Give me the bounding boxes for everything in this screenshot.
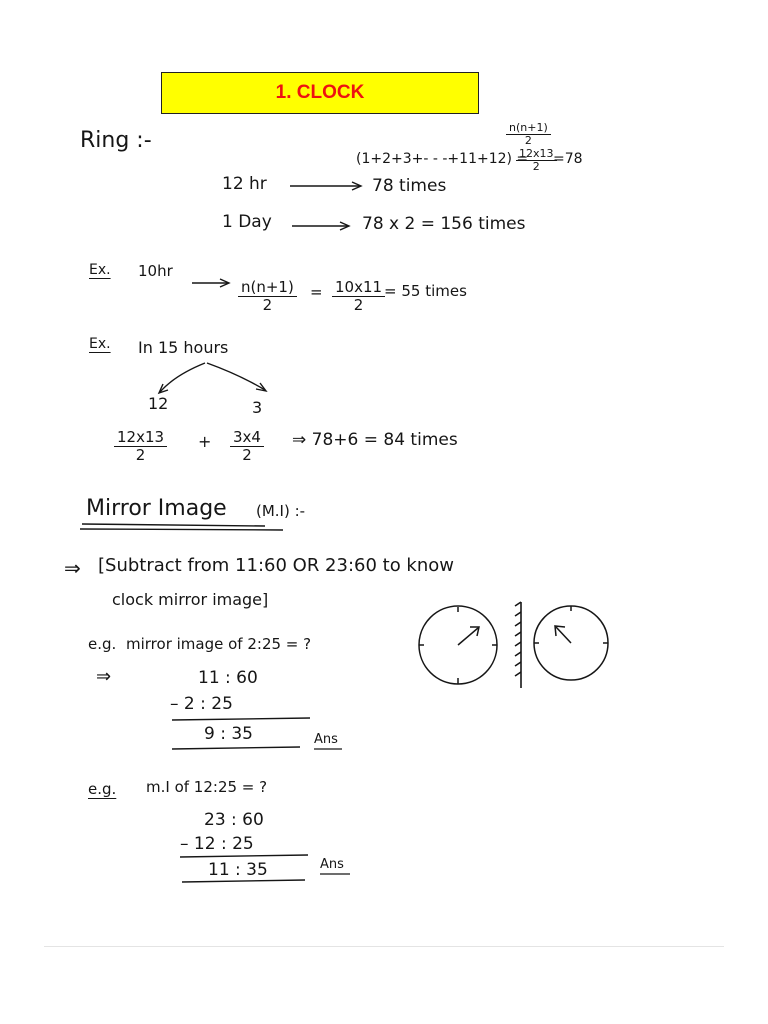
eg2-row1: 23 : 60	[204, 810, 264, 830]
mirror-line	[515, 602, 521, 688]
ring-sum-lhs: (1+2+3+- - -+11+12) =	[356, 151, 529, 167]
eg1-arrow-icon: ⇒	[96, 666, 112, 687]
eg2-ans: Ans	[320, 857, 344, 872]
eg2-row3: 11 : 35	[208, 860, 268, 880]
example2-frac1-num: 12x13	[114, 429, 167, 447]
ring-line1-right: 78 times	[372, 176, 447, 196]
eg2-row2: – 12 : 25	[180, 834, 254, 854]
mirror-heading: Mirror Image	[86, 496, 227, 521]
eg1-row3: 9 : 35	[204, 724, 253, 744]
ring-sum-frac	[516, 148, 557, 173]
clock-original-icon	[419, 606, 497, 684]
example2-frac2	[230, 429, 264, 464]
eg1-label: e.g.	[88, 635, 117, 653]
eg1-text: mirror image of 2:25 = ?	[126, 635, 312, 653]
example2-frac1	[114, 429, 167, 464]
example1-frac2	[332, 279, 385, 314]
rule-arrow-icon: ⇒	[64, 556, 81, 580]
example1-result: = 55 times	[384, 282, 467, 300]
sum-frac-den: 2	[532, 160, 540, 173]
example2-frac1-den: 2	[135, 446, 146, 464]
branch-lines	[159, 363, 266, 393]
rule-line2: clock mirror image]	[112, 590, 269, 609]
ring-line1-left: 12 hr	[222, 174, 267, 194]
example1-eq: =	[310, 283, 323, 301]
example1-left: 10hr	[138, 262, 173, 280]
example1-frac1-num: n(n+1)	[238, 279, 297, 297]
ring-sum-result: =78	[553, 151, 583, 167]
ring-formula-bracket	[506, 122, 551, 147]
example1-frac2-den: 2	[353, 296, 364, 314]
example2-label: Ex.	[89, 336, 111, 352]
eg2-label: e.g.	[88, 780, 117, 798]
example2-result: ⇒ 78+6 = 84 times	[292, 430, 458, 450]
eg1-ans: Ans	[314, 732, 338, 747]
example1-frac1-den: 2	[262, 296, 273, 314]
arrow-10hr	[192, 279, 229, 287]
page-divider	[44, 946, 724, 947]
example1-label: Ex.	[89, 262, 111, 278]
example1-frac1	[238, 279, 297, 314]
example2-text: In 15 hours	[138, 338, 229, 357]
ring-line2-right: 78 x 2 = 156 times	[362, 214, 526, 234]
ring-line2-left: 1 Day	[222, 212, 272, 232]
arrow-12hr	[290, 182, 361, 190]
ring-heading: Ring :-	[80, 128, 152, 153]
eg2-text: m.I of 12:25 = ?	[146, 778, 268, 796]
example2-branch-right: 3	[252, 398, 263, 417]
example2-frac2-num: 3x4	[230, 429, 264, 447]
page-title: 1. CLOCK	[275, 82, 365, 103]
rule-line1: [Subtract from 11:60 OR 23:60 to know	[98, 555, 455, 576]
example2-frac2-den: 2	[242, 446, 252, 464]
mirror-heading-abbr: (M.I) :-	[256, 502, 306, 520]
example2-plus: +	[198, 432, 212, 451]
example1-frac2-num: 10x11	[332, 279, 385, 297]
formula-den: 2	[524, 134, 532, 147]
formula-num: n(n+1)	[506, 122, 551, 135]
sum-frac-num: 12x13	[516, 148, 557, 161]
example2-branch-left: 12	[148, 394, 169, 413]
mirror-heading-underline	[80, 524, 283, 530]
clock-mirror-icon	[534, 606, 608, 680]
eg1-row2: – 2 : 25	[170, 694, 233, 714]
arrow-1day	[292, 222, 349, 230]
eg1-row1: 11 : 60	[198, 668, 258, 688]
